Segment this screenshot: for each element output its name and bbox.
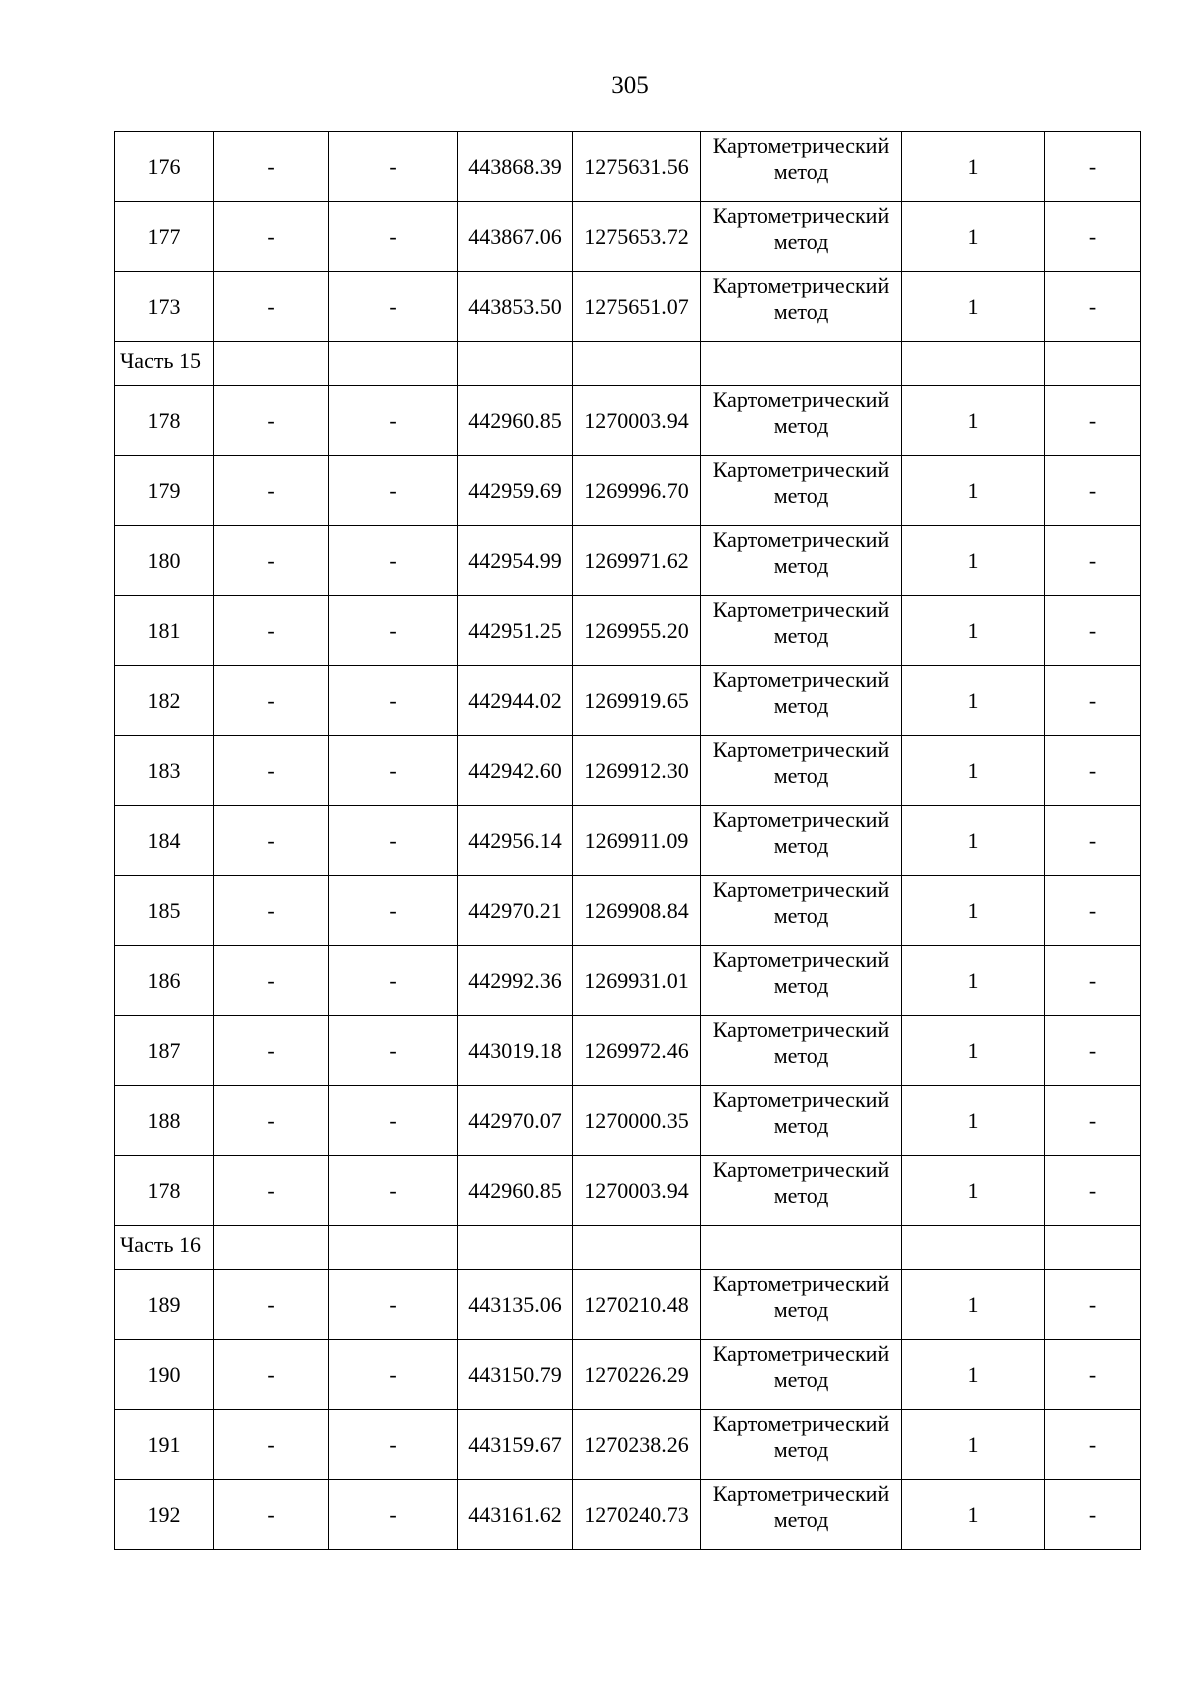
x-coordinate-cell: 442954.99 — [458, 526, 573, 596]
col8-cell: - — [1045, 386, 1141, 456]
method-line2: метод — [773, 413, 829, 438]
col3-cell: - — [329, 272, 458, 342]
accuracy-cell: 1 — [902, 666, 1045, 736]
table-row — [115, 736, 1141, 806]
x-coordinate-cell: 443161.62 — [458, 1480, 573, 1550]
x-coordinate-cell: 442970.07 — [458, 1086, 573, 1156]
method-line2: метод — [773, 1507, 829, 1532]
empty-cell — [902, 342, 1045, 386]
method-cell — [701, 806, 902, 876]
part-header-row — [115, 1226, 1141, 1270]
accuracy-cell: 1 — [902, 1086, 1045, 1156]
method-cell — [701, 736, 902, 806]
col3-cell: - — [329, 1086, 458, 1156]
col8-cell: - — [1045, 526, 1141, 596]
method-line2: метод — [773, 299, 829, 324]
method-line2: метод — [773, 833, 829, 858]
y-coordinate-cell: 1270003.94 — [573, 386, 701, 456]
x-coordinate-cell: 443159.67 — [458, 1410, 573, 1480]
x-coordinate-cell: 443019.18 — [458, 1016, 573, 1086]
method-line2: метод — [773, 623, 829, 648]
table-row — [115, 526, 1141, 596]
point-number-cell: 178 — [115, 386, 214, 456]
x-coordinate-cell: 443867.06 — [458, 202, 573, 272]
x-coordinate-cell: 442942.60 — [458, 736, 573, 806]
method-line1: Картометрический — [712, 1481, 890, 1506]
empty-cell — [573, 342, 701, 386]
col2-cell: - — [214, 456, 329, 526]
method-cell — [701, 1086, 902, 1156]
y-coordinate-cell: 1269971.62 — [573, 526, 701, 596]
method-line1: Картометрический — [712, 133, 890, 158]
accuracy-cell: 1 — [902, 202, 1045, 272]
method-line2: метод — [773, 483, 829, 508]
point-number-cell: 192 — [115, 1480, 214, 1550]
col8-cell: - — [1045, 456, 1141, 526]
method-line2: метод — [773, 763, 829, 788]
empty-cell — [214, 342, 329, 386]
method-line1: Картометрический — [712, 387, 890, 412]
x-coordinate-cell: 443135.06 — [458, 1270, 573, 1340]
y-coordinate-cell: 1269919.65 — [573, 666, 701, 736]
y-coordinate-cell: 1270240.73 — [573, 1480, 701, 1550]
col8-cell: - — [1045, 1156, 1141, 1226]
table-row — [115, 876, 1141, 946]
col2-cell: - — [214, 1340, 329, 1410]
table-body — [115, 132, 1141, 1550]
col2-cell: - — [214, 946, 329, 1016]
point-number-cell: 184 — [115, 806, 214, 876]
accuracy-cell: 1 — [902, 132, 1045, 202]
col8-cell: - — [1045, 596, 1141, 666]
col2-cell: - — [214, 596, 329, 666]
empty-cell — [1045, 342, 1141, 386]
method-line1: Картометрический — [712, 807, 890, 832]
y-coordinate-cell: 1269996.70 — [573, 456, 701, 526]
point-number-cell: 181 — [115, 596, 214, 666]
col3-cell: - — [329, 1480, 458, 1550]
method-line1: Картометрический — [712, 273, 890, 298]
col3-cell: - — [329, 946, 458, 1016]
y-coordinate-cell: 1269912.30 — [573, 736, 701, 806]
method-cell — [701, 272, 902, 342]
method-cell — [701, 1340, 902, 1410]
col2-cell: - — [214, 1480, 329, 1550]
y-coordinate-cell: 1269955.20 — [573, 596, 701, 666]
col3-cell: - — [329, 202, 458, 272]
method-line2: метод — [773, 553, 829, 578]
accuracy-cell: 1 — [902, 596, 1045, 666]
method-line1: Картометрический — [712, 737, 890, 762]
x-coordinate-cell: 442951.25 — [458, 596, 573, 666]
method-line2: метод — [773, 693, 829, 718]
method-cell — [701, 456, 902, 526]
point-number-cell: 191 — [115, 1410, 214, 1480]
x-coordinate-cell: 442960.85 — [458, 386, 573, 456]
method-line2: метод — [773, 159, 829, 184]
point-number-cell: 185 — [115, 876, 214, 946]
point-number-cell: 187 — [115, 1016, 214, 1086]
col8-cell: - — [1045, 876, 1141, 946]
method-cell — [701, 1410, 902, 1480]
col2-cell: - — [214, 1156, 329, 1226]
col2-cell: - — [214, 272, 329, 342]
y-coordinate-cell: 1270000.35 — [573, 1086, 701, 1156]
col3-cell: - — [329, 736, 458, 806]
col2-cell: - — [214, 806, 329, 876]
y-coordinate-cell: 1269911.09 — [573, 806, 701, 876]
accuracy-cell: 1 — [902, 736, 1045, 806]
accuracy-cell: 1 — [902, 1410, 1045, 1480]
col8-cell: - — [1045, 272, 1141, 342]
point-number-cell: 183 — [115, 736, 214, 806]
x-coordinate-cell: 443868.39 — [458, 132, 573, 202]
col2-cell: - — [214, 1086, 329, 1156]
y-coordinate-cell: 1270003.94 — [573, 1156, 701, 1226]
point-number-cell: 182 — [115, 666, 214, 736]
point-number-cell: 188 — [115, 1086, 214, 1156]
accuracy-cell: 1 — [902, 1016, 1045, 1086]
x-coordinate-cell: 442992.36 — [458, 946, 573, 1016]
y-coordinate-cell: 1269908.84 — [573, 876, 701, 946]
method-line1: Картометрический — [712, 947, 890, 972]
empty-cell — [1045, 1226, 1141, 1270]
col2-cell: - — [214, 386, 329, 456]
method-cell — [701, 666, 902, 736]
empty-cell — [458, 342, 573, 386]
empty-cell — [701, 1226, 902, 1270]
table-row — [115, 596, 1141, 666]
col3-cell: - — [329, 386, 458, 456]
method-line1: Картометрический — [712, 877, 890, 902]
method-line2: метод — [773, 1297, 829, 1322]
x-coordinate-cell: 442944.02 — [458, 666, 573, 736]
col2-cell: - — [214, 1016, 329, 1086]
method-cell — [701, 1156, 902, 1226]
x-coordinate-cell: 442956.14 — [458, 806, 573, 876]
point-number-cell: 177 — [115, 202, 214, 272]
accuracy-cell: 1 — [902, 526, 1045, 596]
col3-cell: - — [329, 596, 458, 666]
col3-cell: - — [329, 876, 458, 946]
col3-cell: - — [329, 1340, 458, 1410]
col3-cell: - — [329, 1270, 458, 1340]
table-row — [115, 946, 1141, 1016]
accuracy-cell: 1 — [902, 272, 1045, 342]
x-coordinate-cell: 442959.69 — [458, 456, 573, 526]
table-row — [115, 456, 1141, 526]
col8-cell: - — [1045, 132, 1141, 202]
col8-cell: - — [1045, 1016, 1141, 1086]
method-line1: Картометрический — [712, 457, 890, 482]
point-number-cell: 190 — [115, 1340, 214, 1410]
y-coordinate-cell: 1275653.72 — [573, 202, 701, 272]
method-line1: Картометрический — [712, 203, 890, 228]
col8-cell: - — [1045, 202, 1141, 272]
col2-cell: - — [214, 736, 329, 806]
x-coordinate-cell: 442960.85 — [458, 1156, 573, 1226]
col8-cell: - — [1045, 1340, 1141, 1410]
point-number-cell: 178 — [115, 1156, 214, 1226]
method-line1: Картометрический — [712, 527, 890, 552]
method-cell — [701, 876, 902, 946]
col3-cell: - — [329, 806, 458, 876]
method-cell — [701, 132, 902, 202]
col3-cell: - — [329, 456, 458, 526]
accuracy-cell: 1 — [902, 946, 1045, 1016]
method-line1: Картометрический — [712, 1411, 890, 1436]
method-line1: Картометрический — [712, 1271, 890, 1296]
col8-cell: - — [1045, 666, 1141, 736]
method-line2: метод — [773, 1367, 829, 1392]
y-coordinate-cell: 1270238.26 — [573, 1410, 701, 1480]
col8-cell: - — [1045, 1480, 1141, 1550]
x-coordinate-cell: 442970.21 — [458, 876, 573, 946]
empty-cell — [573, 1226, 701, 1270]
empty-cell — [458, 1226, 573, 1270]
empty-cell — [214, 1226, 329, 1270]
method-line1: Картометрический — [712, 1017, 890, 1042]
col8-cell: - — [1045, 1270, 1141, 1340]
y-coordinate-cell: 1269931.01 — [573, 946, 701, 1016]
col2-cell: - — [214, 876, 329, 946]
method-cell — [701, 1016, 902, 1086]
method-line1: Картометрический — [712, 1157, 890, 1182]
col3-cell: - — [329, 1016, 458, 1086]
table-row — [115, 1410, 1141, 1480]
point-number-cell: 180 — [115, 526, 214, 596]
accuracy-cell: 1 — [902, 1270, 1045, 1340]
accuracy-cell: 1 — [902, 1156, 1045, 1226]
table-row — [115, 806, 1141, 876]
col8-cell: - — [1045, 806, 1141, 876]
col2-cell: - — [214, 1410, 329, 1480]
table-row — [115, 1156, 1141, 1226]
part-header-row — [115, 342, 1141, 386]
part-label: Часть 15 — [115, 342, 214, 386]
table-row — [115, 272, 1141, 342]
method-line2: метод — [773, 1113, 829, 1138]
accuracy-cell: 1 — [902, 806, 1045, 876]
method-cell — [701, 386, 902, 456]
method-line2: метод — [773, 229, 829, 254]
coordinates-table — [114, 131, 1141, 1550]
y-coordinate-cell: 1270226.29 — [573, 1340, 701, 1410]
col8-cell: - — [1045, 946, 1141, 1016]
col8-cell: - — [1045, 736, 1141, 806]
col2-cell: - — [214, 132, 329, 202]
col3-cell: - — [329, 666, 458, 736]
col2-cell: - — [214, 202, 329, 272]
y-coordinate-cell: 1269972.46 — [573, 1016, 701, 1086]
y-coordinate-cell: 1275651.07 — [573, 272, 701, 342]
table-row — [115, 1340, 1141, 1410]
accuracy-cell: 1 — [902, 1340, 1045, 1410]
table-row — [115, 386, 1141, 456]
col3-cell: - — [329, 132, 458, 202]
x-coordinate-cell: 443150.79 — [458, 1340, 573, 1410]
accuracy-cell: 1 — [902, 386, 1045, 456]
table-row — [115, 1016, 1141, 1086]
empty-cell — [329, 1226, 458, 1270]
col8-cell: - — [1045, 1410, 1141, 1480]
point-number-cell: 176 — [115, 132, 214, 202]
y-coordinate-cell: 1270210.48 — [573, 1270, 701, 1340]
point-number-cell: 186 — [115, 946, 214, 1016]
col2-cell: - — [214, 1270, 329, 1340]
y-coordinate-cell: 1275631.56 — [573, 132, 701, 202]
method-line2: метод — [773, 1437, 829, 1462]
col2-cell: - — [214, 526, 329, 596]
method-line2: метод — [773, 1043, 829, 1068]
col3-cell: - — [329, 1156, 458, 1226]
x-coordinate-cell: 443853.50 — [458, 272, 573, 342]
method-line2: метод — [773, 973, 829, 998]
part-label: Часть 16 — [115, 1226, 214, 1270]
method-line2: метод — [773, 1183, 829, 1208]
method-cell — [701, 1480, 902, 1550]
col3-cell: - — [329, 526, 458, 596]
col2-cell: - — [214, 666, 329, 736]
empty-cell — [902, 1226, 1045, 1270]
method-cell — [701, 946, 902, 1016]
method-cell — [701, 526, 902, 596]
table-row — [115, 1270, 1141, 1340]
accuracy-cell: 1 — [902, 1480, 1045, 1550]
method-line2: метод — [773, 903, 829, 928]
col8-cell: - — [1045, 1086, 1141, 1156]
table-row — [115, 666, 1141, 736]
empty-cell — [701, 342, 902, 386]
accuracy-cell: 1 — [902, 876, 1045, 946]
method-cell — [701, 596, 902, 666]
page-number: 305 — [611, 72, 649, 99]
point-number-cell: 189 — [115, 1270, 214, 1340]
empty-cell — [329, 342, 458, 386]
accuracy-cell: 1 — [902, 456, 1045, 526]
method-line1: Картометрический — [712, 1087, 890, 1112]
table-row — [115, 202, 1141, 272]
method-line1: Картометрический — [712, 1341, 890, 1366]
point-number-cell: 179 — [115, 456, 214, 526]
method-line1: Картометрический — [712, 667, 890, 692]
col3-cell: - — [329, 1410, 458, 1480]
method-cell — [701, 202, 902, 272]
method-line1: Картометрический — [712, 597, 890, 622]
point-number-cell: 173 — [115, 272, 214, 342]
table-row — [115, 1086, 1141, 1156]
table-row — [115, 132, 1141, 202]
method-cell — [701, 1270, 902, 1340]
table-row — [115, 1480, 1141, 1550]
